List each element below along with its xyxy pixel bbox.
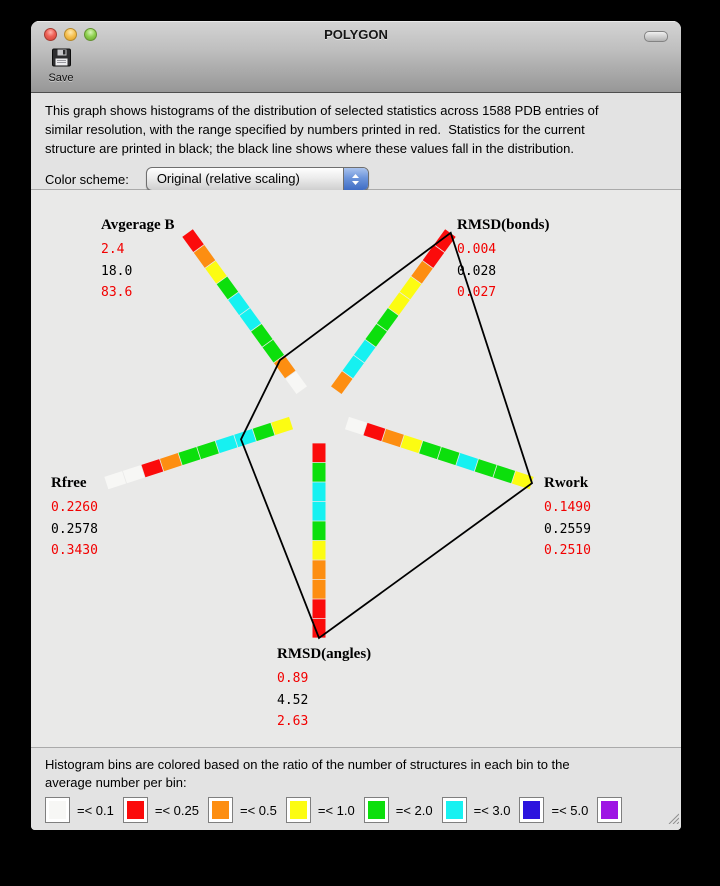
stat-value-min: 0.1490	[544, 500, 591, 515]
histogram-bin-segment	[143, 465, 161, 471]
histogram-bin-segment	[255, 429, 273, 435]
polygon-window	[31, 21, 681, 830]
histogram-bin-segment	[222, 280, 233, 295]
histogram-bin-segment	[256, 328, 267, 343]
histogram-bin-segment	[181, 453, 199, 459]
toolbar	[31, 49, 681, 92]
legend-swatch-color	[446, 801, 463, 819]
toolbar-toggle-button[interactable]	[644, 31, 668, 42]
legend-swatch-color	[127, 801, 144, 819]
histogram-bin-segment	[273, 423, 291, 429]
histogram-bin-segment	[384, 435, 402, 441]
legend-bin-label: =< 3.0	[473, 802, 511, 818]
zoom-button[interactable]	[84, 28, 97, 41]
histogram-bin-segment	[279, 359, 290, 374]
stat-value-max: 2.63	[277, 714, 309, 729]
histogram-bin-segment	[336, 375, 347, 390]
legend-bin-label: =< 2.0	[395, 802, 433, 818]
histogram-bin-segment	[348, 359, 359, 374]
histogram-bin-segment	[366, 429, 384, 435]
histogram-bin-segment	[495, 471, 513, 477]
histogram-bin-segment	[371, 328, 382, 343]
histogram-bin-segment	[125, 471, 143, 477]
stat-value-current: 4.52	[277, 692, 309, 708]
description-panel	[31, 93, 681, 190]
close-button[interactable]	[44, 28, 57, 41]
histogram-bin-segment	[477, 465, 495, 471]
stat-value-current: 0.2578	[51, 521, 98, 537]
color-scheme-selected: Original (relative scaling)	[156, 171, 300, 186]
histogram-bin-segment	[199, 447, 217, 453]
stat-title: Rfree	[51, 475, 87, 491]
legend-swatch-yellow	[286, 797, 311, 823]
legend-swatch-color	[49, 801, 66, 819]
stat-block-Rfree	[51, 475, 98, 562]
legend-bin-blue	[519, 797, 588, 823]
histogram-bin-segment	[382, 312, 393, 327]
dropdown-arrows-icon	[343, 168, 368, 190]
stat-value-min: 0.004	[457, 242, 497, 257]
stat-title: RMSD(bonds)	[457, 217, 550, 233]
histogram-bin-segment	[245, 312, 256, 327]
histogram-bin-segment	[199, 249, 210, 264]
legend-bin-red	[123, 797, 199, 823]
legend-bin-green	[364, 797, 433, 823]
legend-swatch-green	[364, 797, 389, 823]
legend-swatch-white	[45, 797, 70, 823]
legend-swatch-color	[368, 801, 385, 819]
stat-value-max: 83.6	[101, 285, 133, 300]
legend-swatch-color	[523, 801, 540, 819]
legend-line: Histogram bins are colored based on the ratio of the number of structures in each bin to the	[45, 757, 570, 772]
save-floppy-icon	[51, 47, 72, 68]
color-scheme-label: Color scheme:	[45, 171, 129, 187]
stat-value-min: 0.2260	[51, 500, 98, 515]
legend-bin-purple	[597, 797, 622, 823]
legend-bin-cyan	[442, 797, 511, 823]
histogram-bin-segment	[162, 459, 180, 465]
histogram-arm-Avgerage B	[188, 233, 302, 390]
stat-block-Avgerage B	[101, 217, 174, 304]
histogram-bin-segment	[291, 375, 302, 390]
histogram-bin-segment	[458, 459, 476, 465]
stat-block-RMSD(angles)	[277, 646, 371, 733]
stat-value-min: 0.89	[277, 671, 309, 686]
legend-bin-orange	[208, 797, 277, 823]
histogram-bin-segment	[403, 441, 421, 447]
legend-bin-yellow	[286, 797, 355, 823]
legend-bin-label: =< 1.0	[317, 802, 355, 818]
histogram-bin-segment	[188, 233, 199, 248]
histogram-bin-segment	[514, 477, 532, 483]
resize-grip[interactable]	[666, 811, 679, 829]
stat-title: Avgerage B	[101, 217, 175, 233]
traffic-lights	[44, 28, 97, 41]
legend-swatch-purple	[597, 797, 622, 823]
stat-value-min: 2.4	[101, 242, 125, 257]
legend-swatch-color	[212, 801, 229, 819]
window-header	[31, 21, 681, 93]
legend-swatch-color	[290, 801, 307, 819]
stat-block-RMSD(bonds)	[457, 217, 550, 304]
legend-swatch-blue	[519, 797, 544, 823]
histogram-bin-segment	[210, 265, 221, 280]
histogram-arm-Rfree	[106, 423, 291, 483]
save-button[interactable]	[41, 47, 81, 86]
histogram-arm-RMSD(bonds)	[336, 233, 450, 390]
legend-bin-white	[45, 797, 114, 823]
stat-block-Rwork	[544, 475, 591, 562]
stat-value-current: 18.0	[101, 263, 133, 279]
stat-value-current: 0.028	[457, 263, 497, 279]
legend-bin-label: =< 0.5	[239, 802, 277, 818]
histogram-bin-segment	[268, 344, 279, 359]
polygon-plot	[31, 190, 681, 747]
legend-bin-label: =< 0.25	[154, 802, 199, 818]
histogram-bin-segment	[106, 477, 124, 483]
histogram-bin-segment	[440, 453, 458, 459]
histogram-bin-segment	[233, 296, 244, 311]
window-title: POLYGON	[324, 27, 388, 42]
histogram-bin-segment	[394, 296, 405, 311]
histogram-bin-segment	[417, 265, 428, 280]
color-scheme-dropdown[interactable]	[146, 167, 369, 191]
stat-value-max: 0.027	[457, 285, 497, 300]
histogram-bin-segment	[359, 344, 370, 359]
histogram-bin-segment	[405, 280, 416, 295]
stat-value-current: 0.2559	[544, 521, 591, 537]
titlebar[interactable]	[31, 21, 681, 49]
minimize-button[interactable]	[64, 28, 77, 41]
histogram-bin-segment	[218, 441, 236, 447]
stat-title: Rwork	[544, 475, 589, 491]
stat-value-max: 0.3430	[51, 543, 98, 558]
legend-swatch-red	[123, 797, 148, 823]
histogram-bin-segment	[236, 435, 254, 441]
save-label: Save	[48, 72, 74, 84]
histogram-bin-segment	[428, 249, 439, 264]
stat-title: RMSD(angles)	[277, 646, 372, 662]
legend-panel	[31, 747, 681, 830]
legend-bin-label: =< 0.1	[77, 802, 114, 818]
color-scheme-row	[45, 167, 681, 191]
legend-bin-label: =< 5.0	[551, 802, 589, 818]
legend-swatch-color	[601, 801, 618, 819]
legend-bins-row	[45, 797, 673, 823]
stat-value-max: 0.2510	[544, 543, 591, 558]
description-line: This graph shows histograms of the distribution of selected statistics across 1588 PDB entries of	[45, 103, 599, 118]
description-line: similar resolution, with the range specified by numbers printed in red. Statistics for the current	[45, 122, 585, 137]
legend-swatch-orange	[208, 797, 233, 823]
description-line: structure are printed in black; the black line shows where these values fall in the distribution.	[45, 141, 574, 156]
histogram-bin-segment	[421, 447, 439, 453]
legend-swatch-cyan	[442, 797, 467, 823]
histogram-bin-segment	[347, 423, 365, 429]
histogram-arm-Rwork	[347, 423, 532, 483]
legend-line: average number per bin:	[45, 775, 187, 790]
